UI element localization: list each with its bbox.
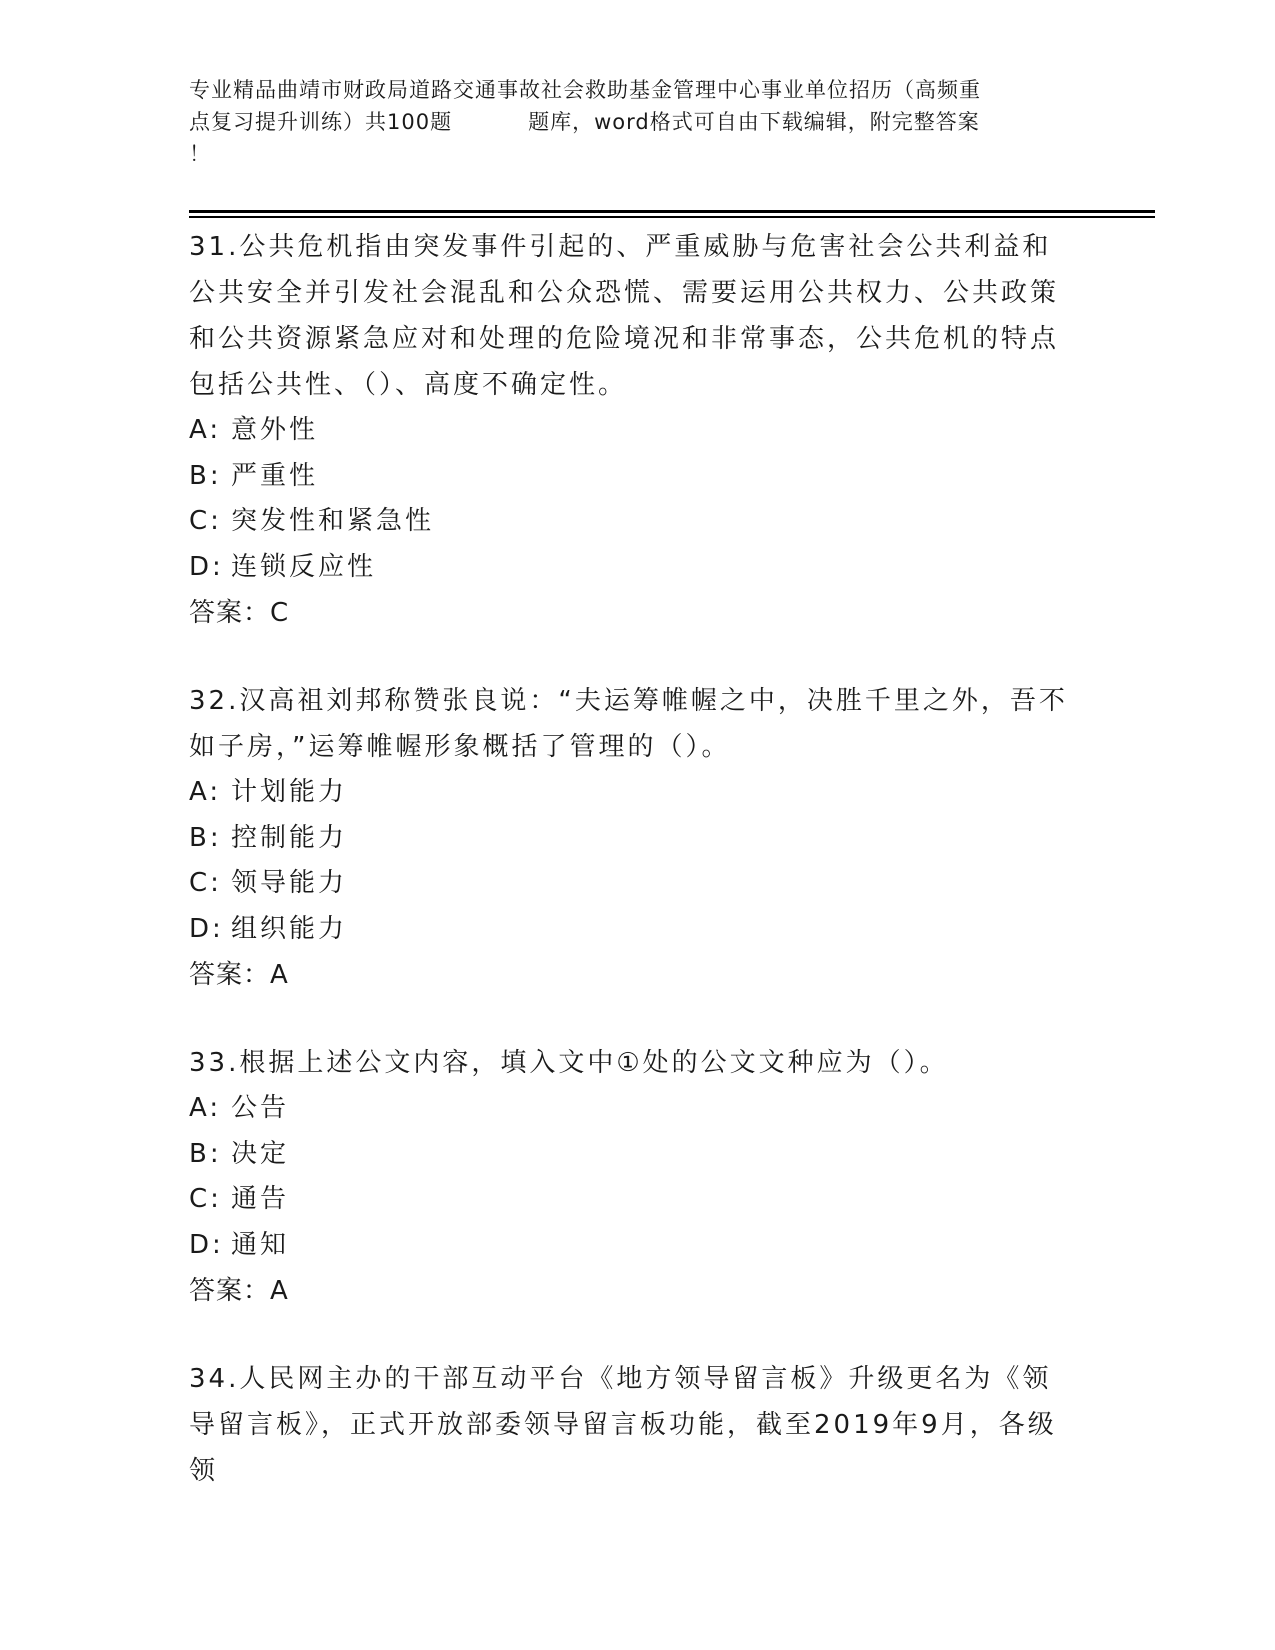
option-b (189, 1132, 1089, 1178)
option-d (189, 1223, 1089, 1269)
option-letter: B: (189, 1138, 222, 1169)
option-c (189, 1177, 1089, 1223)
question-stem: 33.根据上述公文内容，填入文中①处的公文文种应为（）。 (189, 1048, 949, 1078)
option-text: 公告 (231, 1093, 290, 1123)
option-text: 决定 (231, 1138, 290, 1169)
question-34 (189, 1356, 1089, 1494)
answer-label: 答案：A (189, 960, 289, 990)
option-text: 计划能力 (231, 777, 348, 807)
header-line-3: ！ (189, 142, 211, 166)
option-text: 意外性 (231, 415, 319, 445)
option-d (189, 545, 1089, 591)
option-c (189, 499, 1089, 545)
option-text: 突发性和紧急性 (231, 506, 435, 536)
option-letter: C: (189, 868, 222, 898)
option-a (189, 408, 1089, 454)
option-a (189, 1086, 1089, 1132)
option-text: 通告 (231, 1184, 290, 1214)
answer-label: 答案：C (189, 598, 290, 628)
header-line-2-part-1: 点复习提升训练）共100题 (189, 110, 453, 134)
option-d (189, 907, 1089, 953)
option-text: 组织能力 (231, 913, 348, 944)
question-stem: 31.公共危机指由突发事件引起的、严重威胁与危害社会公共利益和公共安全并引发社会混乱和公众恐慌、需要运用公共权力、公共政策和公共资源紧急应对和处理的危险境况和非常事态，公共危机的特点包括公共性、（）、高度不确定性。 (189, 232, 1060, 400)
question-33 (189, 1040, 1089, 1314)
option-letter: B: (189, 460, 222, 491)
question-list (189, 224, 1089, 1536)
document-header (189, 74, 1089, 170)
option-a (189, 770, 1089, 816)
question-stem: 32.汉高祖刘邦称赞张良说：“夫运筹帷幄之中，决胜千里之外，吾不如子房，”运筹帷幄形象概括了管理的（）。 (189, 686, 1068, 762)
option-letter: D: (189, 1229, 224, 1260)
option-letter: B: (189, 822, 222, 853)
option-b (189, 816, 1089, 862)
option-letter: A: (189, 777, 222, 807)
option-letter: A: (189, 415, 222, 445)
option-c (189, 861, 1089, 907)
option-text: 领导能力 (231, 868, 348, 898)
answer-label: 答案：A (189, 1276, 289, 1306)
header-divider (189, 210, 1155, 218)
option-text: 严重性 (231, 460, 319, 491)
question-stem: 34.人民网主办的干部互动平台《地方领导留言板》升级更名为《领导留言板》，正式开放部委领导留言板功能，截至2019年9月，各级领 (189, 1364, 1057, 1486)
option-text: 通知 (231, 1229, 290, 1260)
header-line-2 (189, 106, 1089, 138)
header-line-2-part-2: 题库，word格式可自由下载编辑，附完整答案 (528, 110, 980, 134)
option-text: 连锁反应性 (231, 551, 377, 582)
option-letter: D: (189, 913, 224, 944)
option-text: 控制能力 (231, 822, 348, 853)
question-31 (189, 224, 1089, 636)
option-b (189, 454, 1089, 500)
header-line-1: 专业精品曲靖市财政局道路交通事故社会救助基金管理中心事业单位招历（高频重 (189, 78, 981, 102)
option-letter: A: (189, 1093, 222, 1123)
option-letter: D: (189, 551, 224, 582)
option-letter: C: (189, 1184, 222, 1214)
option-letter: C: (189, 506, 222, 536)
question-32 (189, 678, 1089, 998)
